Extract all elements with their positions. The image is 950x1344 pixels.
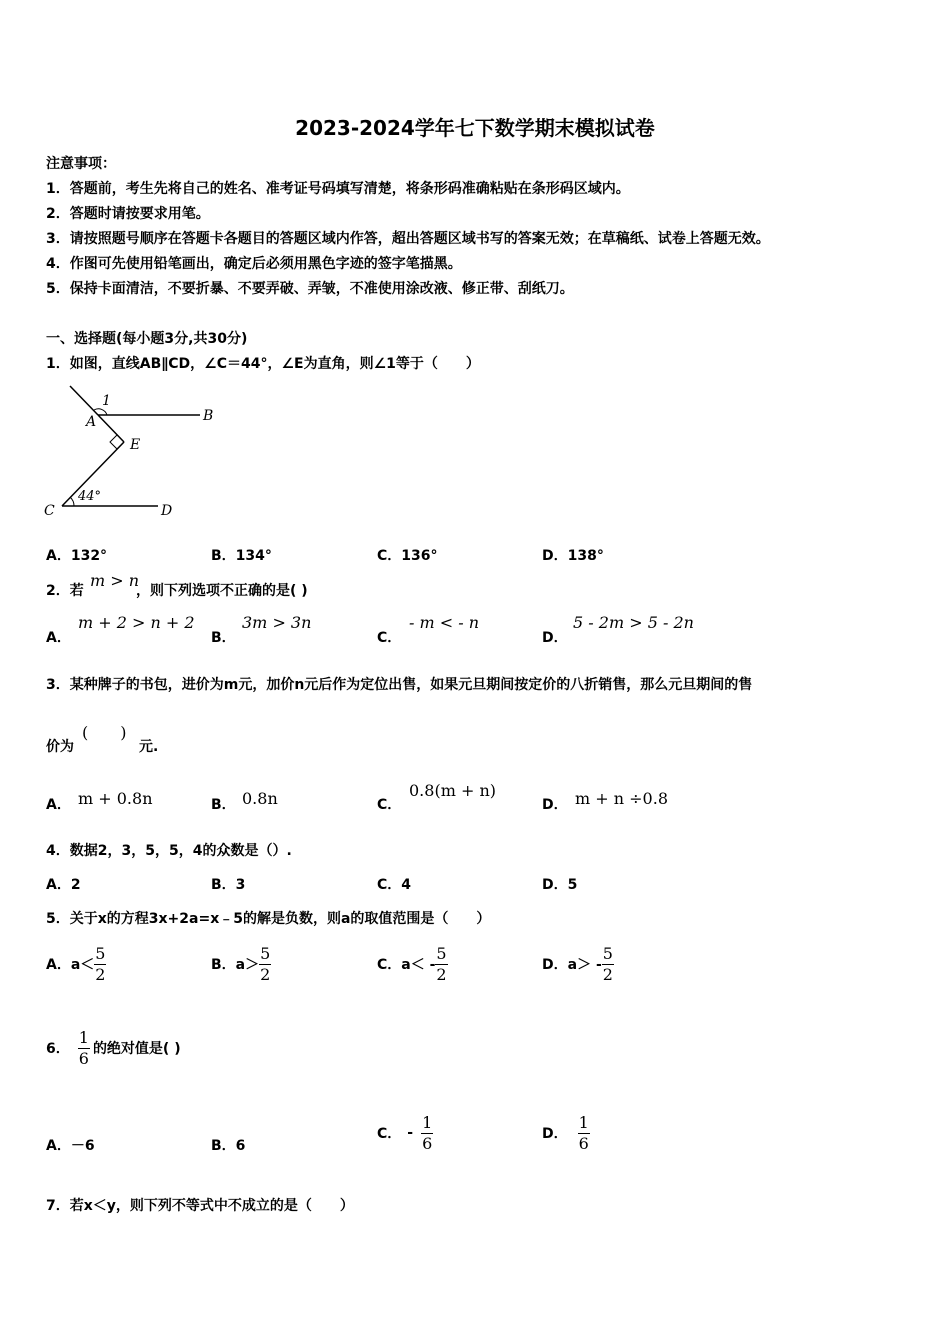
question-3-text-3: 元. [139, 739, 159, 755]
option-c-label: C． [377, 797, 402, 813]
denominator: 6 [78, 1048, 89, 1068]
fraction [435, 945, 447, 983]
fraction [578, 1114, 590, 1152]
numerator: 5 [602, 943, 613, 963]
option-c-label: C． [377, 630, 402, 646]
label-1: 1 [102, 393, 111, 409]
label-b: B [203, 408, 214, 424]
option-c-relation: a＜ - [401, 957, 436, 973]
question-3-text: 3．某种牌子的书包，进价为m元，加价n元后作为定位出售，如果元旦期间按定价的八折销售，那么元旦期间的售 [46, 677, 753, 693]
option-c [377, 1110, 433, 1156]
option-d: D．138° [542, 548, 604, 564]
fraction [78, 1029, 90, 1067]
label-e: E [130, 437, 141, 453]
fraction [602, 945, 614, 983]
denominator: 6 [422, 1133, 433, 1153]
option-c-label: C． [377, 957, 402, 973]
numerator: 1 [578, 1112, 589, 1132]
question-3-text-2: 价为 [46, 739, 74, 755]
option-b-expr: 3m > 3n [242, 613, 312, 632]
option-a: A．－6 [46, 1138, 95, 1154]
option-d: D．5 [542, 877, 578, 893]
option-d-expr: 5 - 2m > 5 - 2n [573, 613, 694, 632]
option-a: A．132° [46, 548, 108, 564]
option-c: C．136° [377, 548, 438, 564]
denominator: 2 [436, 964, 447, 984]
numerator: 1 [422, 1112, 433, 1132]
denominator: 2 [260, 964, 271, 984]
negative-sign: - [407, 1125, 414, 1141]
option-b-label: B． [211, 797, 236, 813]
option-c: C．4 [377, 877, 412, 893]
option-b [211, 944, 271, 984]
question-1-figure [40, 378, 230, 523]
option-a-expr: m + 2 > n + 2 [78, 613, 195, 632]
question-2-suffix: ，则下列选项不正确的是( ) [136, 583, 308, 599]
label-angle-44: 44° [78, 489, 102, 504]
option-b: B．6 [211, 1138, 246, 1154]
option-a-label: A． [46, 630, 71, 646]
notice-heading: 注意事项： [46, 156, 116, 172]
question-6-text [46, 1026, 181, 1070]
label-c: C [44, 503, 55, 519]
notice-item: 1．答题前，考生先将自己的姓名、准考证号码填写清楚，将条形码准确粘贴在条形码区域内。 [46, 181, 630, 197]
option-c [377, 944, 448, 984]
option-d-label: D． [542, 1126, 568, 1142]
label-d: D [161, 503, 173, 519]
question-6-prefix: 6． [46, 1041, 70, 1057]
option-d-relation: a＞ - [567, 957, 602, 973]
option-a: A．2 [46, 877, 81, 893]
option-d [542, 944, 614, 984]
notice-item: 4．作图可先使用铅笔画出，确定后必须用黑色字迹的签字笔描黑。 [46, 256, 462, 272]
fraction [94, 945, 106, 983]
question-4-text: 4．数据2，3，5，5，4的众数是（）. [46, 843, 292, 859]
option-c-expr: - m < - n [409, 613, 480, 632]
notice-item: 3．请按照题号顺序在答题卡各题目的答题区域内作答，超出答题区域书写的答案无效；在草稿纸、试卷上答题无效。 [46, 231, 770, 247]
option-b-relation: a＞ [235, 957, 260, 973]
option-d-expr: m + n ÷0.8 [575, 789, 668, 808]
question-5-text: 5．关于x的方程3x+2a=x﹣5的解是负数，则a的取值范围是（ ） [46, 911, 491, 927]
right-angle-mark [110, 435, 124, 449]
denominator: 2 [602, 964, 613, 984]
fraction [259, 945, 271, 983]
numerator: 5 [260, 943, 271, 963]
section-heading: 一、选择题(每小题3分,共30分) [46, 331, 248, 347]
option-a-expr: m + 0.8n [78, 789, 153, 808]
question-3-blank: ( ) [82, 723, 127, 742]
angle-c-arc [70, 497, 74, 506]
numerator: 1 [78, 1027, 89, 1047]
option-b: B．134° [211, 548, 272, 564]
option-a-relation: a＜ [70, 957, 95, 973]
label-a: A [86, 414, 97, 430]
question-7-text: 7．若x＜y，则下列不等式中不成立的是（ ） [46, 1198, 354, 1214]
option-a-label: A． [46, 957, 71, 973]
question-6-suffix: 的绝对值是( ) [92, 1041, 181, 1057]
page-title: 2023-2024学年七下数学期末模拟试卷 [295, 116, 655, 140]
option-c-expr: 0.8(m + n) [409, 781, 496, 800]
option-a [46, 944, 106, 984]
question-2-condition: m > n [90, 571, 140, 590]
question-2-prefix: 2．若 [46, 583, 84, 599]
option-b: B．3 [211, 877, 246, 893]
fraction [421, 1114, 433, 1152]
option-b-expr: 0.8n [242, 789, 278, 808]
option-d [542, 1110, 590, 1156]
notice-item: 2．答题时请按要求用笔。 [46, 206, 210, 222]
option-d-label: D． [542, 797, 568, 813]
notice-item: 5．保持卡面清洁，不要折暴、不要弄破、弄皱，不准使用涂改液、修正带、刮纸刀。 [46, 281, 574, 297]
denominator: 2 [95, 964, 106, 984]
question-1-text: 1．如图，直线AB∥CD，∠C＝44°，∠E为直角，则∠1等于（ ） [46, 356, 480, 372]
option-d-label: D． [542, 957, 568, 973]
line-a-extension [70, 386, 98, 415]
option-c-label: C． [377, 1126, 402, 1142]
option-b-label: B． [211, 630, 236, 646]
numerator: 5 [436, 943, 447, 963]
option-a-label: A． [46, 797, 71, 813]
denominator: 6 [578, 1133, 589, 1153]
option-d-label: D． [542, 630, 568, 646]
numerator: 5 [95, 943, 106, 963]
line-ae [98, 415, 124, 442]
option-b-label: B． [211, 957, 236, 973]
